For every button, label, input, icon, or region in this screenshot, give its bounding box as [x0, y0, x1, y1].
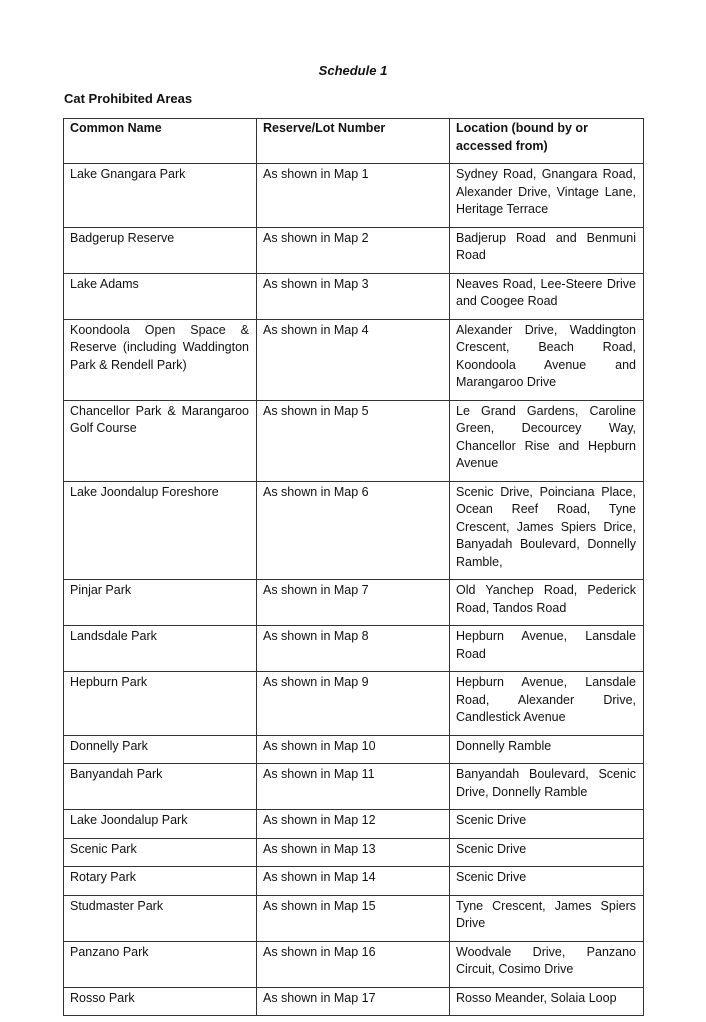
- reserve-cell: As shown in Map 15: [257, 895, 450, 941]
- header-common-name: Common Name: [64, 119, 257, 164]
- reserve-cell: As shown in Map 12: [257, 810, 450, 839]
- reserve-cell: As shown in Map 6: [257, 481, 450, 580]
- table-row: [64, 164, 644, 228]
- common-name-cell: Hepburn Park: [64, 672, 257, 736]
- reserve-cell: As shown in Map 14: [257, 867, 450, 896]
- reserve-cell: As shown in Map 3: [257, 273, 450, 319]
- reserve-cell: As shown in Map 7: [257, 580, 450, 626]
- common-name-cell: Banyandah Park: [64, 764, 257, 810]
- location-cell: Donnelly Ramble: [450, 735, 644, 764]
- location-cell: Badjerup Road and Benmuni Road: [450, 227, 644, 273]
- header-reserve-lot-number: Reserve/Lot Number: [257, 119, 450, 164]
- table-row: [64, 867, 644, 896]
- table-row: [64, 941, 644, 987]
- table-row: [64, 672, 644, 736]
- reserve-cell: As shown in Map 1: [257, 164, 450, 228]
- table-row: [64, 987, 644, 1016]
- location-cell: Woodvale Drive, Panzano Circuit, Cosimo Drive: [450, 941, 644, 987]
- location-cell: Scenic Drive: [450, 867, 644, 896]
- reserve-cell: As shown in Map 2: [257, 227, 450, 273]
- common-name-cell: Lake Gnangara Park: [64, 164, 257, 228]
- common-name-cell: Lake Joondalup Park: [64, 810, 257, 839]
- cat-prohibited-areas-table: [63, 118, 644, 1016]
- schedule-title: Schedule 1: [318, 63, 388, 78]
- location-cell: Le Grand Gardens, Caroline Green, Decourcey Way, Chancellor Rise and Hepburn Avenue: [450, 400, 644, 481]
- common-name-cell: Rotary Park: [64, 867, 257, 896]
- common-name-cell: Panzano Park: [64, 941, 257, 987]
- common-name-cell: Studmaster Park: [64, 895, 257, 941]
- common-name-cell: Landsdale Park: [64, 626, 257, 672]
- table-row: [64, 481, 644, 580]
- common-name-cell: Scenic Park: [64, 838, 257, 867]
- common-name-cell: Koondoola Open Space & Reserve (including Waddington Park & Rendell Park): [64, 319, 257, 400]
- location-cell: Tyne Crescent, James Spiers Drive: [450, 895, 644, 941]
- reserve-cell: As shown in Map 5: [257, 400, 450, 481]
- common-name-cell: Pinjar Park: [64, 580, 257, 626]
- location-cell: Scenic Drive: [450, 838, 644, 867]
- table-row: [64, 227, 644, 273]
- table-row: [64, 400, 644, 481]
- common-name-cell: Badgerup Reserve: [64, 227, 257, 273]
- location-cell: Old Yanchep Road, Pederick Road, Tandos Road: [450, 580, 644, 626]
- location-cell: Hepburn Avenue, Lansdale Road: [450, 626, 644, 672]
- table-row: [64, 810, 644, 839]
- location-cell: Hepburn Avenue, Lansdale Road, Alexander Drive, Candlestick Avenue: [450, 672, 644, 736]
- location-cell: Rosso Meander, Solaia Loop: [450, 987, 644, 1016]
- table-row: [64, 895, 644, 941]
- table-header-row: [64, 119, 644, 164]
- location-cell: Alexander Drive, Waddington Crescent, Beach Road, Koondoola Avenue and Marangaroo Drive: [450, 319, 644, 400]
- common-name-cell: Rosso Park: [64, 987, 257, 1016]
- reserve-cell: As shown in Map 8: [257, 626, 450, 672]
- location-cell: Scenic Drive, Poinciana Place, Ocean Reef Road, Tyne Crescent, James Spiers Drice, Banyadah Boulevard, Donnelly Ramble,: [450, 481, 644, 580]
- table-row: [64, 319, 644, 400]
- section-heading: Cat Prohibited Areas: [64, 91, 193, 106]
- location-cell: Scenic Drive: [450, 810, 644, 839]
- location-cell: Neaves Road, Lee-Steere Drive and Coogee Road: [450, 273, 644, 319]
- table-row: [64, 273, 644, 319]
- table-row: [64, 580, 644, 626]
- common-name-cell: Lake Adams: [64, 273, 257, 319]
- table-row: [64, 838, 644, 867]
- table-row: [64, 626, 644, 672]
- common-name-cell: Donnelly Park: [64, 735, 257, 764]
- reserve-cell: As shown in Map 9: [257, 672, 450, 736]
- reserve-cell: As shown in Map 17: [257, 987, 450, 1016]
- common-name-cell: Lake Joondalup Foreshore: [64, 481, 257, 580]
- location-cell: Sydney Road, Gnangara Road, Alexander Drive, Vintage Lane, Heritage Terrace: [450, 164, 644, 228]
- reserve-cell: As shown in Map 4: [257, 319, 450, 400]
- reserve-cell: As shown in Map 13: [257, 838, 450, 867]
- table-row: [64, 735, 644, 764]
- table-row: [64, 764, 644, 810]
- location-cell: Banyandah Boulevard, Scenic Drive, Donnelly Ramble: [450, 764, 644, 810]
- common-name-cell: Chancellor Park & Marangaroo Golf Course: [64, 400, 257, 481]
- reserve-cell: As shown in Map 10: [257, 735, 450, 764]
- reserve-cell: As shown in Map 16: [257, 941, 450, 987]
- reserve-cell: As shown in Map 11: [257, 764, 450, 810]
- header-location: Location (bound by or accessed from): [450, 119, 644, 164]
